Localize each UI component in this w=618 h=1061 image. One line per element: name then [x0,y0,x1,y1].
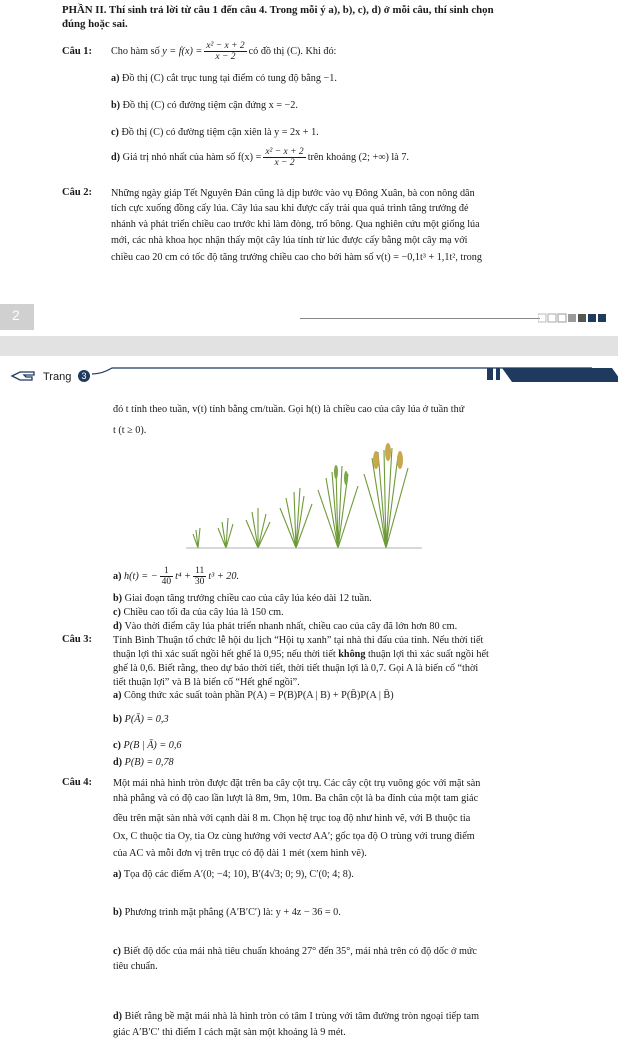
part-heading-line2: đúng hoặc sai. [62,18,128,30]
rice-plant [193,528,200,548]
running-header-label: Trang [43,371,72,383]
statement-d-cont: giác A′B′C′ thì điểm I cách mặt sàn một khoảng là 9 mét. [113,1027,346,1038]
question-number: Câu 3: [62,634,93,645]
header-tick [496,368,500,380]
paragraph-line: t (t ≥ 0). [113,425,147,436]
ornament-block [548,314,556,322]
rice-ear [385,443,391,461]
rice-ear [397,451,403,469]
ornament-block [578,314,586,322]
rice-plant [318,466,358,548]
paragraph-line: ghế là 0,6. Biết rằng, theo dự báo thời tiết, thời tiết thuận lợi là 0,7. Gọi A là biến cố “thời [113,663,479,674]
ornament-block [558,314,566,322]
statement-b: b) Phương trình mặt phẳng (A′B′C′) là: y + 4z − 36 = 0. [113,907,341,918]
statement-d: d) P(B) = 0,78 [113,757,174,768]
paragraph-line: đó t tính theo tuần, v(t) tính bằng cm/tuần. Gọi h(t) là chiều cao của cây lúa ở tuần thứ [113,404,465,415]
statement-d: d) Biết rằng bề mặt mái nhà là hình tròn có tâm I trùng với tâm đường tròn ngoại tiếp tam [113,1011,479,1022]
question-stem: Cho hàm số y = f(x) = $\frac{\text{x² − x + 2}}{x - 2}$ có đồ thị (C). Khi đó: [111,40,337,62]
rice-plant [280,488,312,548]
ornament-block [538,314,546,322]
fraction: $\frac{\text{x² − x + 2}}{x - 2}$ [206,40,245,62]
rice-plant [246,508,270,548]
paragraph-line: Những ngày giáp Tết Nguyên Đán cũng là dịp bước vào vụ Đông Xuân, bà con nông dân [111,188,475,199]
page-gap [0,336,618,356]
rice-plant [218,518,233,548]
paragraph-line: Ox, C thuộc tia Oy, tia Oz cùng hướng với vectơ AA′; gốc tọa độ O trùng với trung điểm [113,831,475,842]
running-header-page: 3 [78,370,90,382]
page-number: 2 [12,307,20,323]
paragraph-line: của AC và mỗi đơn vị trên trục có độ dài 1 mét (xem hình vẽ). [113,848,367,859]
paragraph-line: nhánh và phát triển chiều cao trước khi làm đòng, trổ bông. Qua nghiên cứu một giống lúa [111,219,480,230]
pointing-hand-icon [10,368,38,384]
header-tick [487,368,493,380]
statement-c: c) P(B | Ā) = 0,6 [113,740,182,751]
question-number: Câu 2: [62,187,93,198]
question-number: Câu 4: [62,777,93,788]
rice-ear [344,471,348,485]
statement-c: c) Chiều cao tối đa của cây lúa là 150 cm. [113,607,284,618]
footer-rule [300,318,540,319]
paragraph-line: mới, các nhà khoa học nhận thấy một cây lúa tính từ lúc được cấy bằng một cây mạ với [111,235,468,246]
ornament-block [568,314,576,322]
paragraph-line: nhà phẳng và có độ cao lần lượt là 8m, 9m, 10m. Ba chân cột là ba đỉnh của một tam giác [113,793,479,804]
paragraph-line: Tỉnh Bình Thuận tổ chức lễ hội du lịch “Hội tụ xanh” tại nhà thi đấu của tỉnh. Nếu thời tiết [113,635,484,646]
paragraph-line: Một mái nhà hình tròn được đặt trên ba cây cột trụ. Các cây cột trụ vuông góc với mặt sàn [113,778,481,789]
statement-a: a) Tọa độ các điểm A′(0; −4; 10), B′(4√3; 0; 9), C′(0; 4; 8). [113,869,354,880]
rice-growth-illustration [186,438,426,558]
paragraph-line: tiết thuận lợi” và B là biến cố “Hết ghế ngồi”. [113,677,300,688]
statement-d: d) Vào thời điểm cây lúa phát triển nhanh nhất, chiều cao của cây đã lớn hơn 80 cm. [113,621,458,632]
statement-c: c) Đồ thị (C) có đường tiệm cận xiên là y = 2x + 1. [111,127,319,138]
header-bar [502,368,618,382]
paragraph-line: tích cực xuống đồng cấy lúa. Cây lúa sau khi được cấy trải qua quá trình tăng trưởng đẻ [111,203,469,214]
rice-ear [334,465,338,479]
statement-d: d) Giá trị nhỏ nhất của hàm số f(x) = $\frac{\text{x² − x + 2}}{x - 2}$ trên khoảng (2; +∞) là 7. [111,146,409,168]
statement-a: a) h(t) = − $\frac{1}{40}$ t⁴ + $\frac{11}{30}$ t³ + 20. [113,565,239,587]
question-number: Câu 1: [62,46,93,57]
statement-b: b) Đồ thị (C) có đường tiệm cận đứng x = −2. [111,100,298,111]
paragraph-line: chiều cao 20 cm có tốc độ tăng trưởng chiều cao cho bởi hàm số v(t) = −0,1t³ + 1,1t², trong [111,252,482,263]
ornament-block [598,314,606,322]
part-heading-line1: PHẦN II. Thí sinh trả lời từ câu 1 đến câu 4. Trong mỗi ý a), b), c), d) ở mỗi câu, thí sinh chọn [62,4,494,16]
footer-ornament [538,312,610,324]
statement-a: a) Đồ thị (C) cắt trục tung tại điểm có tung độ bằng −1. [111,73,337,84]
statement-b: b) Giai đoạn tăng trưởng chiều cao của cây lúa kéo dài 12 tuần. [113,593,372,604]
statement-b: b) P(Ā) = 0,3 [113,714,169,725]
statement-c-cont: tiêu chuẩn. [113,961,158,972]
fraction: $\frac{1}{40}$ [161,565,172,587]
fraction: $\frac{\text{x² − x + 2}}{x - 2}$ [265,146,304,168]
ornament-block [588,314,596,322]
paragraph-line: đều trên mặt sàn nhà với cạnh dài 8 m. Chọn hệ trục toạ độ như hình vẽ, với B thuộc tia [113,813,471,824]
fraction: $\frac{11}{30}$ [194,565,205,587]
rice-ear [373,451,379,469]
statement-c: c) Biết độ dốc của mái nhà tiêu chuẩn khoảng 27° đến 35°, mái nhà trên có độ dốc ở mức [113,946,477,957]
paragraph-line: thuận lợi thì xác suất ngồi hết ghế là 0,95; nếu thời tiết không thuận lợi thì xác suất ngồi hết [113,649,489,660]
running-header-rule [92,366,618,388]
statement-a: a) Công thức xác suất toàn phần P(A) = P(B)P(A | B) + P(B̄)P(A | B̄) [113,690,394,701]
